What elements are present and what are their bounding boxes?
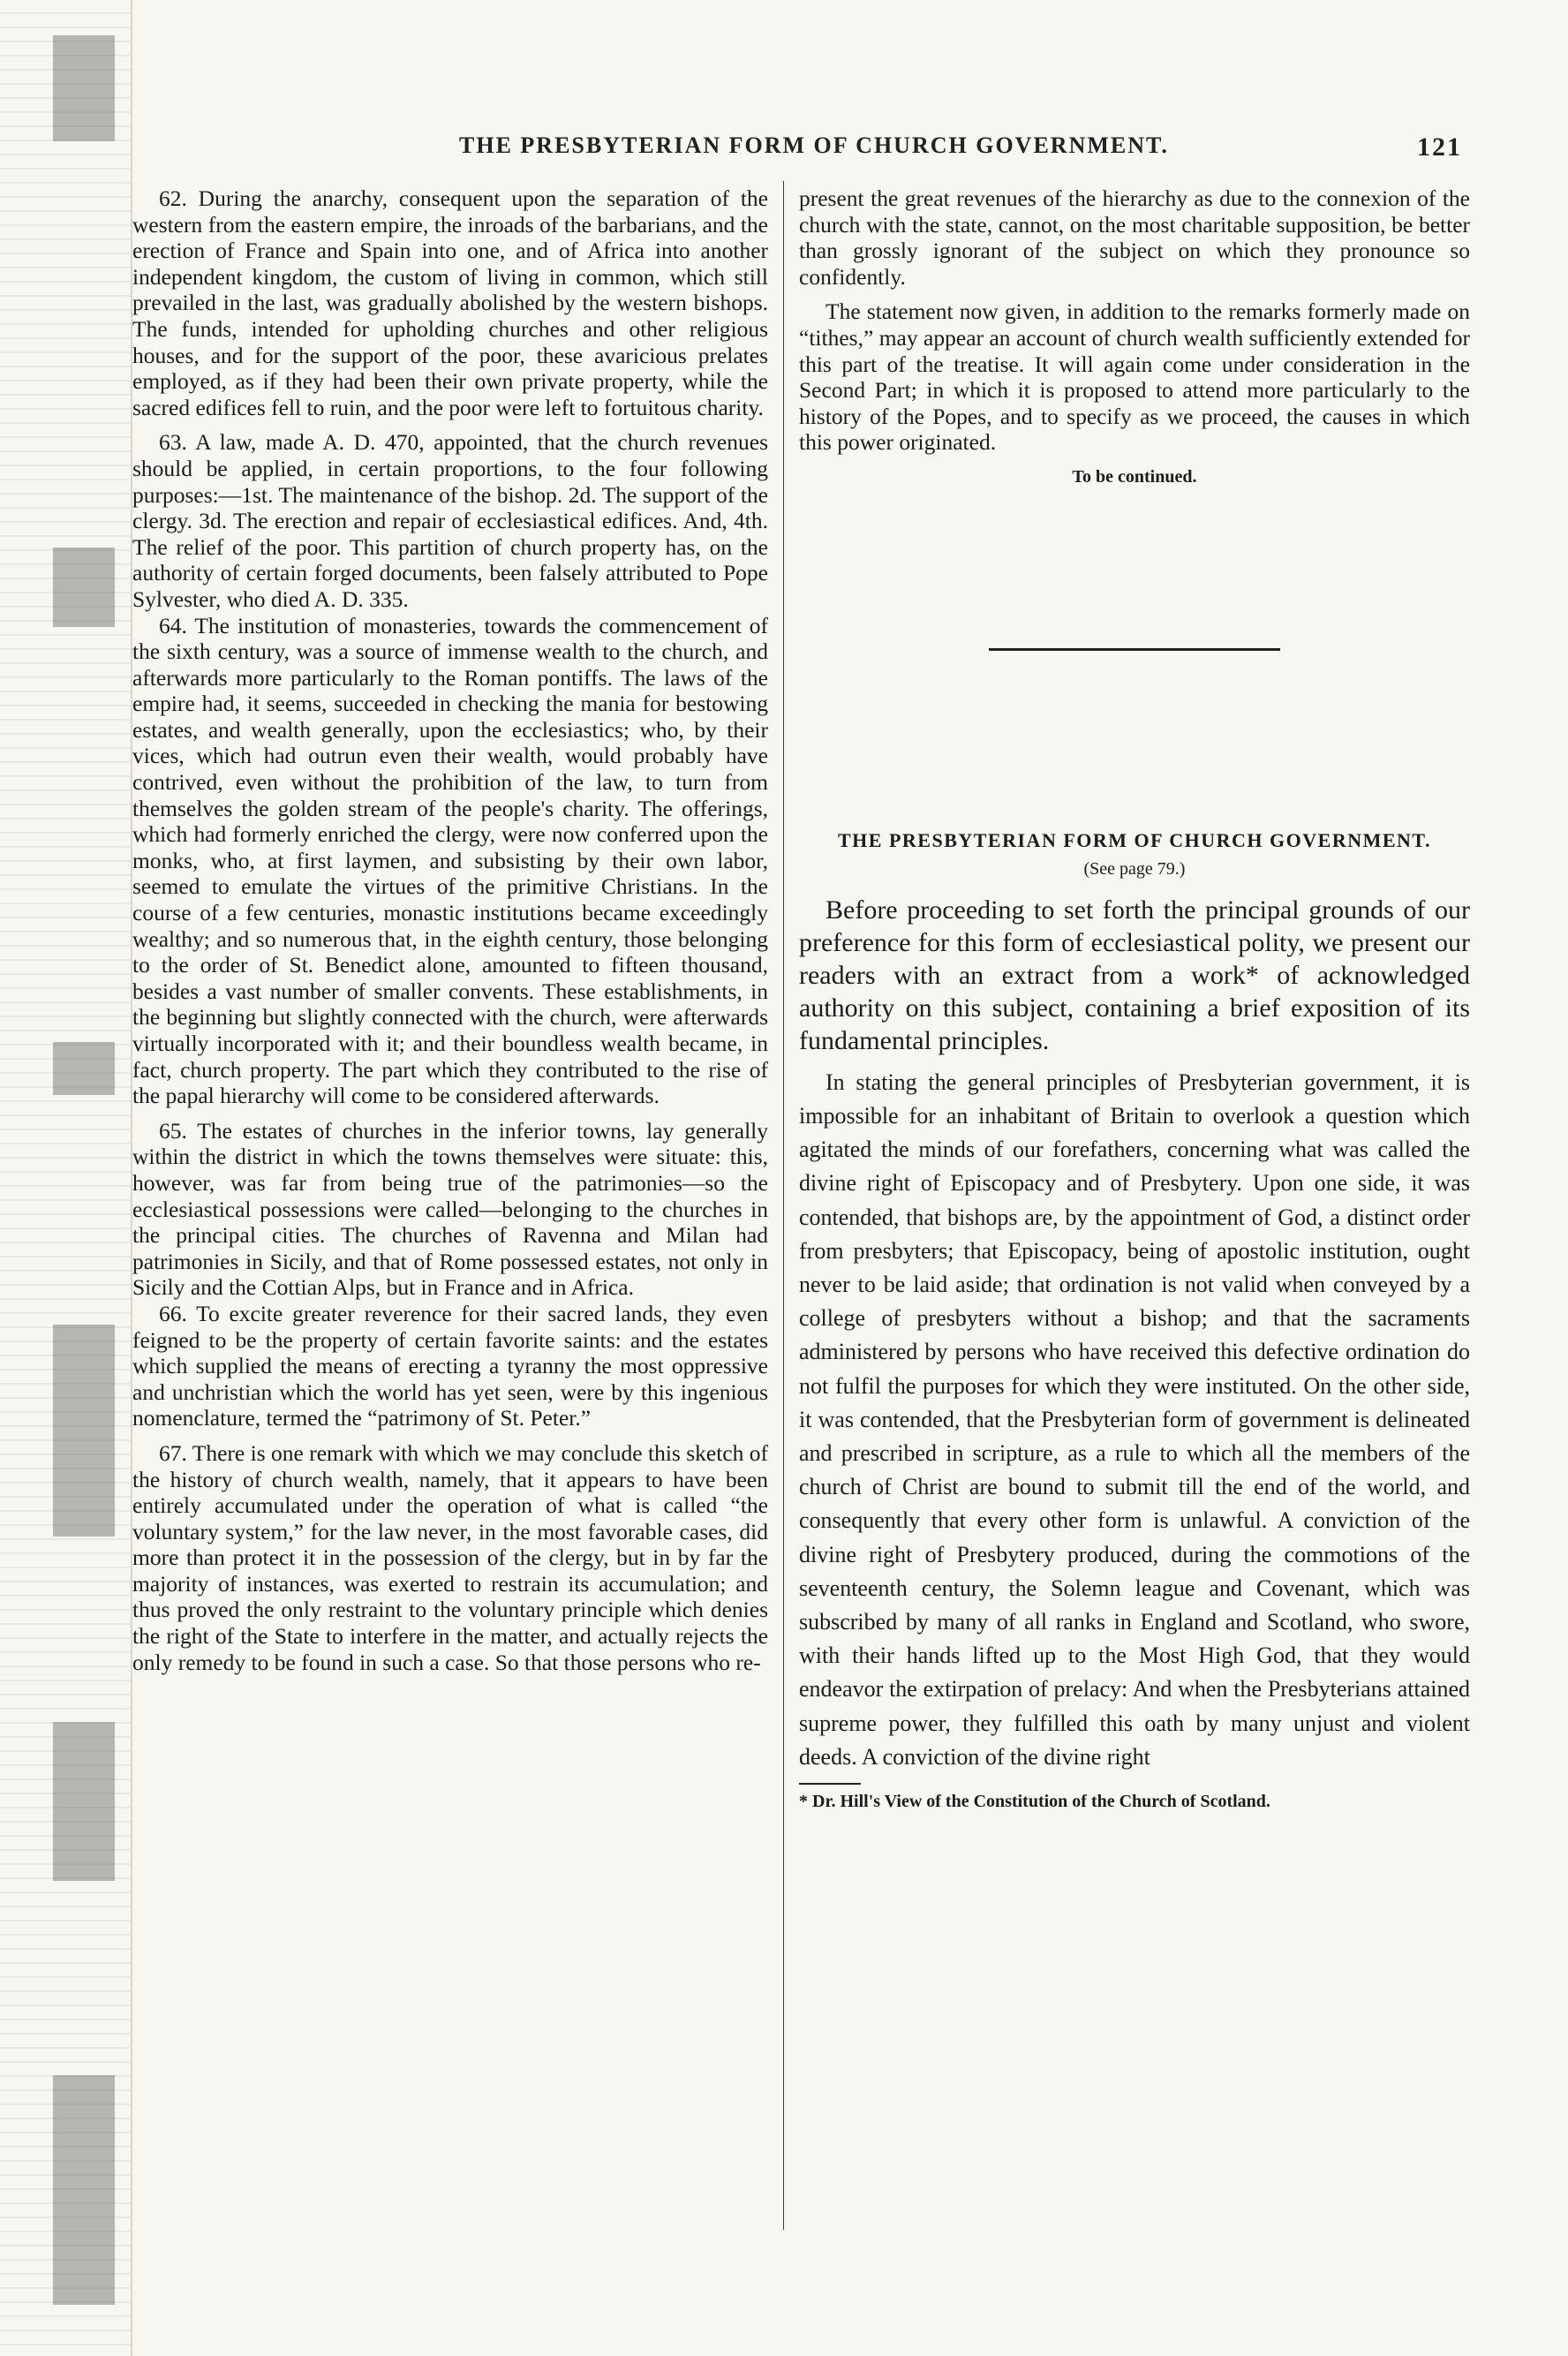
paragraph-64: 64. The institution of monasteries, towards the commencement of the sixth century, was a source of immense wealth to the church, and afterwards more particularly to the Roman pontiffs. The laws of the empire had, it seems, succeeded in checking the mania for bestowing estates, and wealth generally, upon the ecclesiastics; who, by their vices, which had outrun even their wealth, would probably have contrived, even without the prohibition of the law, to turn from themselves the golden stream of the people's charity. The offerings, which had formerly enriched the clergy, were now conferred upon the monks, who, at first laymen, and subsisting by their own labor, seemed to emulate the virtues of the primitive Christians. In the course of a few centuries, monastic institutions became exceedingly wealthy; and so numerous that, in the eighth century, those belonging to the order of St. Benedict alone, amounted to fifteen thousand, besides a vast number of smaller convents. These establishments, in the beginning but slightly connected with the church, were afterwards virtually incorporated with it; and their boundless wealth became, in fact, church property. The part which they contributed to the rise of the papal hierarchy will come to be considered afterwards.: [132, 612, 768, 1109]
to-be-continued: To be continued.: [1072, 466, 1197, 487]
right-column: [799, 185, 1470, 1813]
paragraph-62: 62. During the anarchy, consequent upon the separation of the western from the eastern empire, the inroads of the barbarians, and the erection of France and Spain into one, and of Africa into another independent kingdom, the custom of living in common, which still prevailed in the last, was gradually abolished by the western bishops. The funds, intended for upholding churches and other religious houses, and for the support of the poor, these avaricious prelates employed, as if they had been their own private property, while the sacred edifices fell to ruin, and the poor were left to fortuitous charity.: [132, 185, 768, 420]
paragraph-66: 66. To excite greater reverence for their sacred lands, they even feigned to be the property of certain favorite saints: and the estates which supplied the means of erecting a tyranny the most oppressive and unchristian which the world has yet seen, were by this ingenious nomenclature, termed the “patrimony of St. Peter.”: [132, 1300, 768, 1431]
scanned-margin: [0, 0, 132, 2356]
see-page-note: (See page 79.): [1083, 859, 1186, 880]
column-divider: [783, 181, 784, 2230]
extract-paragraph: In stating the general principles of Presbyterian government, it is impossible for an inhabitant of Britain to overlook a question which agitated the minds of our forefathers, concerning what was called the divine right of Episcopacy and of Presbytery. Upon one side, it was contended, that bishops are, by the appointment of God, a distinct order from presbyters; that Episcopacy, being of apostolic institution, ought never to be laid aside; that ordination is not valid when conveyed by a college of presbyters without a bishop; and that the sacraments administered by persons who have received this defective ordination do not fulfil the purposes for which they were instituted. On the other side, it was contended, that the Presbyterian form of government is delineated and prescribed in scripture, as a rule to which all the members of the church of Christ are bound to submit till the end of the world, and consequently that every other form is unlawful. A conviction of the divine right of Presbytery produced, during the commotions of the seventeenth century, the Solemn league and Covenant, which was subscribed by many of all ranks in England and Scotland, who swore, with their hands lifted up to the Most High God, that they would endeavor the extirpation of prelacy: And when the Presbyterians attained supreme power, they fulfilled this oath by many unjust and violent deeds. A conviction of the divine right: [799, 1069, 1470, 1770]
footnote-rule: [799, 1783, 861, 1785]
section-rule: [989, 648, 1280, 651]
paragraph-67: 67. There is one remark with which we may conclude this sketch of the history of church wealth, namely, that it appears to have been entirely accumulated under the operation of what is called “the voluntary system,” for the law never, in the most favorable cases, did more than protect it in the possession of the clergy, but in by far the majority of instances, was exerted to restrain its accumulation; and thus proved the only restraint to the voluntary principle which denies the right of the State to interfere in the matter, and actually rejects the only remedy to be found in such a case. So that those persons who re-: [132, 1439, 768, 1675]
lead-paragraph: Before proceeding to set forth the principal grounds of our preference for this form of ecclesiastical polity, we present our readers with an extract from a work* of acknowledged authority on this subject, containing a brief exposition of its fundamental principles.: [799, 895, 1470, 1055]
running-header: [459, 132, 1462, 171]
section-title: THE PRESBYTERIAN FORM OF CHURCH GOVERNMENT.: [838, 828, 1431, 851]
continuation-paragraph-1: present the great revenues of the hierarchy as due to the connexion of the church with the state, cannot, on the most charitable supposition, be better than grossly ignorant of the subject on which they pronounce so confidently.: [799, 185, 1470, 290]
left-column: [132, 185, 768, 1675]
continuation-paragraph-2: The statement now given, in addition to the remarks formerly made on “tithes,” may appear an account of church wealth sufficiently extended for this part of the treatise. It will again come under consideration in the Second Part; in which it is proposed to attend more particularly to the history of the Popes, and to specify as we proceed, the causes in which this power originated.: [799, 298, 1470, 456]
page-number: 121: [1417, 132, 1462, 162]
running-title: THE PRESBYTERIAN FORM OF CHURCH GOVERNMENT.: [459, 132, 1169, 158]
paragraph-63: 63. A law, made A. D. 470, appointed, that the church revenues should be applied, in certain proportions, to the four following purposes:—1st. The maintenance of the bishop. 2d. The support of the clergy. 3d. The erection and repair of ecclesiastical edifices. And, 4th. The relief of the poor. This partition of church property has, on the authority of certain forged documents, been falsely attributed to Pope Sylvester, who died A. D. 335.: [132, 429, 768, 612]
footnote: * Dr. Hill's View of the Constitution of the Church of Scotland.: [799, 1791, 1270, 1811]
paragraph-65: 65. The estates of churches in the inferior towns, lay generally within the district in which the towns themselves were situate: this, however, was far from being true of the patrimonies—so the ecclesiastical possessions were called—belonging to the churches in the principal cities. The churches of Ravenna and Milan had patrimonies in Sicily, and that of Rome possessed estates, not only in Sicily and the Cottian Alps, but in France and in Africa.: [132, 1117, 768, 1301]
